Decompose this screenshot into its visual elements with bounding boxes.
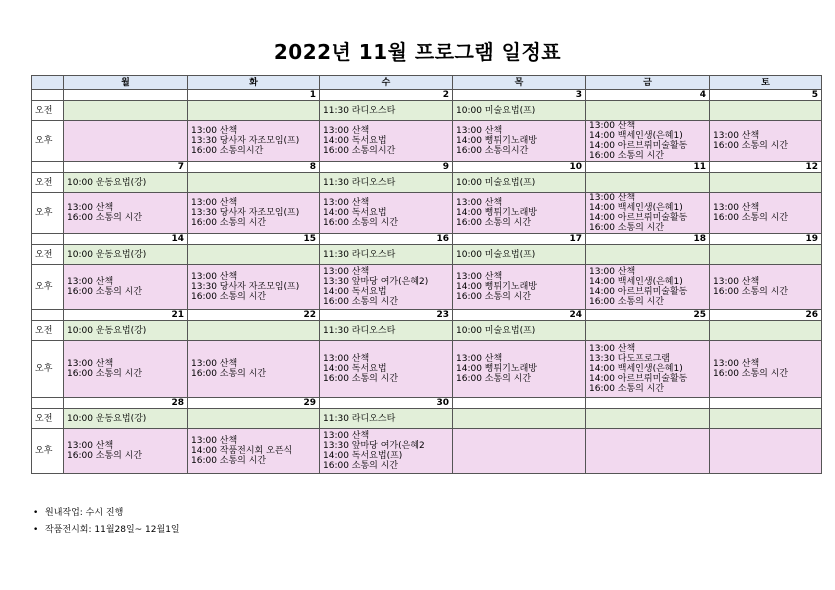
activity-entry: 13:00 산책 — [67, 441, 114, 451]
activity-entry: 14:00 백세인생(은혜1) — [589, 203, 683, 213]
activity-entry: 13:00 산책 — [713, 359, 760, 369]
morning-activity-cell — [453, 245, 586, 265]
morning-activity-cell — [64, 321, 188, 341]
afternoon-row — [32, 193, 822, 234]
date-cell: 19 — [710, 234, 822, 245]
activity-entry: 16:00 소통의 시간 — [713, 287, 789, 297]
date-row — [32, 398, 822, 409]
date-cell: 7 — [64, 162, 188, 173]
activity-entry: 16:00 소통의 시간 — [67, 451, 143, 461]
afternoon-activity-cell — [320, 265, 453, 310]
afternoon-activity-cell — [710, 193, 822, 234]
activity-entry: 16:00 소통의 시간 — [67, 213, 143, 223]
day-header-tue: 화 — [188, 76, 320, 90]
day-header-sat: 토 — [710, 76, 822, 90]
afternoon-activity-cell — [320, 121, 453, 162]
day-header-wed: 수 — [320, 76, 453, 90]
date-cell: 18 — [586, 234, 710, 245]
activity-entry: 11:30 라디오스타 — [323, 249, 396, 260]
activity-entry: 13:30 당사자 자조모임(프) — [191, 282, 300, 292]
date-cell: 10 — [453, 162, 586, 173]
morning-label: 오전 — [32, 173, 64, 193]
activity-entry: 11:30 라디오스타 — [323, 325, 396, 336]
afternoon-label: 오후 — [32, 429, 64, 474]
activity-entry: 13:00 산책 — [67, 277, 114, 287]
afternoon-activity-cell — [188, 429, 320, 474]
afternoon-activity-cell — [188, 341, 320, 398]
date-cell — [64, 90, 188, 101]
date-row-label — [32, 310, 64, 321]
activity-entry: 14:00 뻥튀기노래방 — [456, 136, 537, 146]
afternoon-activity-cell — [586, 341, 710, 398]
schedule-table — [31, 75, 822, 474]
date-cell: 21 — [64, 310, 188, 321]
activity-entry: 11:30 라디오스타 — [323, 413, 396, 424]
date-row-label — [32, 398, 64, 409]
activity-entry: 16:00 소통의 시간 — [323, 374, 399, 384]
date-cell: 28 — [64, 398, 188, 409]
date-row-label — [32, 90, 64, 101]
afternoon-activity-cell — [453, 341, 586, 398]
activity-entry: 13:00 산책 — [456, 272, 503, 282]
morning-activity-cell — [586, 101, 710, 121]
page-title: 2022년 11월 프로그램 일정표 — [273, 40, 562, 64]
activity-entry: 13:00 산책 — [67, 203, 114, 213]
schedule-body — [32, 90, 822, 474]
morning-activity-cell — [320, 321, 453, 341]
afternoon-label: 오후 — [32, 341, 64, 398]
afternoon-label: 오후 — [32, 265, 64, 310]
activity-entry: 13:00 산책 — [191, 359, 238, 369]
activity-entry: 13:00 산책 — [191, 198, 238, 208]
afternoon-activity-cell — [320, 341, 453, 398]
morning-activity-cell — [710, 173, 822, 193]
activity-entry: 14:00 뻥튀기노래방 — [456, 208, 537, 218]
afternoon-activity-cell — [320, 193, 453, 234]
morning-label: 오전 — [32, 321, 64, 341]
corner-cell — [32, 76, 64, 90]
afternoon-activity-cell — [710, 429, 822, 474]
morning-row — [32, 321, 822, 341]
activity-entry: 13:30 앞마당 여가(은혜2 — [323, 441, 425, 451]
date-cell — [586, 398, 710, 409]
day-header-fri: 금 — [586, 76, 710, 90]
activity-entry: 13:00 산책 — [323, 198, 370, 208]
activity-entry: 10:00 운동요법(강) — [67, 249, 147, 260]
notes — [33, 505, 180, 539]
date-cell: 12 — [710, 162, 822, 173]
date-cell: 15 — [188, 234, 320, 245]
activity-entry: 14:00 백세인생(은혜1) — [589, 277, 683, 287]
activity-entry: 16:00 소통의 시간 — [323, 218, 399, 228]
date-row — [32, 310, 822, 321]
activity-entry: 14:00 아르브뤼미술활동 — [589, 213, 688, 223]
morning-activity-cell — [710, 409, 822, 429]
morning-activity-cell — [453, 321, 586, 341]
activity-entry: 14:00 독서요법 — [323, 287, 387, 297]
activity-entry: 14:00 작품전시회 오픈식 — [191, 446, 293, 456]
activity-entry: 10:00 미술요법(프) — [456, 177, 536, 188]
activity-entry: 16:00 소통의 시간 — [713, 369, 789, 379]
activity-entry: 16:00 소통의 시간 — [67, 287, 143, 297]
activity-entry: 16:00 소통의 시간 — [323, 461, 399, 471]
morning-activity-cell — [320, 173, 453, 193]
afternoon-label: 오후 — [32, 193, 64, 234]
activity-entry: 10:00 미술요법(프) — [456, 249, 536, 260]
note-item — [33, 505, 180, 522]
date-row — [32, 162, 822, 173]
activity-entry: 13:30 다도프로그램 — [589, 354, 670, 364]
activity-entry: 16:00 소통의시간 — [456, 146, 529, 156]
date-cell — [710, 398, 822, 409]
date-row — [32, 90, 822, 101]
activity-entry: 13:00 산책 — [589, 267, 636, 277]
activity-entry: 16:00 소통의 시간 — [191, 218, 267, 228]
afternoon-row — [32, 265, 822, 310]
morning-row — [32, 245, 822, 265]
activity-entry: 13:30 당사자 자조모임(프) — [191, 136, 300, 146]
date-cell: 24 — [453, 310, 586, 321]
afternoon-label: 오후 — [32, 121, 64, 162]
morning-activity-cell — [188, 245, 320, 265]
activity-entry: 13:00 산책 — [191, 272, 238, 282]
activity-entry: 11:30 라디오스타 — [323, 177, 396, 188]
morning-activity-cell — [188, 101, 320, 121]
activity-entry: 16:00 소통의 시간 — [589, 223, 665, 233]
bullet-icon: • — [33, 508, 39, 518]
morning-activity-cell — [188, 173, 320, 193]
activity-entry: 16:00 소통의 시간 — [67, 369, 143, 379]
activity-entry: 16:00 소통의 시간 — [456, 218, 532, 228]
activity-entry: 11:30 라디오스타 — [323, 105, 396, 116]
note-item — [33, 522, 180, 539]
date-cell: 9 — [320, 162, 453, 173]
activity-entry: 14:00 뻥튀기노래방 — [456, 282, 537, 292]
activity-entry: 14:00 백세인생(은혜1) — [589, 131, 683, 141]
afternoon-activity-cell — [453, 265, 586, 310]
day-header-mon: 월 — [64, 76, 188, 90]
date-cell: 14 — [64, 234, 188, 245]
morning-activity-cell — [188, 409, 320, 429]
afternoon-activity-cell — [453, 121, 586, 162]
date-cell: 23 — [320, 310, 453, 321]
date-cell: 22 — [188, 310, 320, 321]
morning-activity-cell — [586, 409, 710, 429]
activity-entry: 13:00 산책 — [191, 126, 238, 136]
day-header-thu: 목 — [453, 76, 586, 90]
morning-activity-cell — [453, 173, 586, 193]
activity-entry: 13:00 산책 — [456, 126, 503, 136]
afternoon-activity-cell — [710, 121, 822, 162]
activity-entry: 13:00 산책 — [323, 354, 370, 364]
morning-activity-cell — [586, 321, 710, 341]
morning-activity-cell — [586, 173, 710, 193]
afternoon-activity-cell — [64, 429, 188, 474]
activity-entry: 13:00 산책 — [456, 354, 503, 364]
morning-activity-cell — [453, 409, 586, 429]
date-cell: 30 — [320, 398, 453, 409]
activity-entry: 14:00 아르브뤼미술활동 — [589, 287, 688, 297]
morning-activity-cell — [64, 173, 188, 193]
afternoon-activity-cell — [586, 429, 710, 474]
morning-row — [32, 101, 822, 121]
bullet-icon: • — [33, 525, 39, 535]
date-cell: 29 — [188, 398, 320, 409]
date-cell: 2 — [320, 90, 453, 101]
activity-entry: 14:00 독서요법 — [323, 136, 387, 146]
afternoon-activity-cell — [64, 193, 188, 234]
morning-activity-cell — [64, 245, 188, 265]
day-header-row — [32, 76, 822, 90]
activity-entry: 13:30 당사자 자조모임(프) — [191, 208, 300, 218]
afternoon-activity-cell — [64, 341, 188, 398]
morning-label: 오전 — [32, 245, 64, 265]
activity-entry: 16:00 소통의시간 — [323, 146, 396, 156]
activity-entry: 14:00 독서요법 — [323, 364, 387, 374]
morning-label: 오전 — [32, 409, 64, 429]
activity-entry: 10:00 미술요법(프) — [456, 325, 536, 336]
date-cell: 5 — [710, 90, 822, 101]
date-cell: 8 — [188, 162, 320, 173]
afternoon-activity-cell — [586, 193, 710, 234]
afternoon-activity-cell — [320, 429, 453, 474]
note-text: 작품전시회: 11월28일~ 12월1일 — [45, 525, 180, 535]
date-cell: 26 — [710, 310, 822, 321]
activity-entry: 16:00 소통의 시간 — [191, 369, 267, 379]
activity-entry: 10:00 운동요법(강) — [67, 413, 147, 424]
morning-activity-cell — [710, 101, 822, 121]
activity-entry: 13:00 산책 — [713, 277, 760, 287]
morning-activity-cell — [64, 409, 188, 429]
activity-entry: 16:00 소통의 시간 — [713, 213, 789, 223]
afternoon-activity-cell — [586, 265, 710, 310]
date-cell — [453, 398, 586, 409]
morning-label: 오전 — [32, 101, 64, 121]
afternoon-activity-cell — [188, 193, 320, 234]
morning-activity-cell — [710, 245, 822, 265]
activity-entry: 16:00 소통의시간 — [191, 146, 264, 156]
activity-entry: 13:00 산책 — [713, 203, 760, 213]
afternoon-activity-cell — [188, 265, 320, 310]
activity-entry: 14:00 독서요법 — [323, 208, 387, 218]
activity-entry: 16:00 소통의 시간 — [191, 292, 267, 302]
activity-entry: 14:00 아르브뤼미술활동 — [589, 374, 688, 384]
afternoon-activity-cell — [710, 265, 822, 310]
activity-entry: 13:00 산책 — [589, 121, 636, 131]
afternoon-row — [32, 429, 822, 474]
activity-entry: 14:00 백세인생(은혜1) — [589, 364, 683, 374]
morning-activity-cell — [586, 245, 710, 265]
activity-entry: 13:00 산책 — [323, 267, 370, 277]
activity-entry: 16:00 소통의 시간 — [191, 456, 267, 466]
afternoon-activity-cell — [188, 121, 320, 162]
activity-entry: 13:00 산책 — [323, 126, 370, 136]
date-cell: 4 — [586, 90, 710, 101]
activity-entry: 13:00 산책 — [589, 193, 636, 203]
activity-entry: 13:00 산책 — [713, 131, 760, 141]
afternoon-row — [32, 121, 822, 162]
afternoon-activity-cell — [453, 193, 586, 234]
date-row — [32, 234, 822, 245]
date-row-label — [32, 162, 64, 173]
activity-entry: 14:00 아르브뤼미술활동 — [589, 141, 688, 151]
afternoon-row — [32, 341, 822, 398]
morning-activity-cell — [64, 101, 188, 121]
date-cell: 1 — [188, 90, 320, 101]
activity-entry: 13:00 산책 — [191, 436, 238, 446]
activity-entry: 13:30 앞마당 여가(은혜2) — [323, 277, 429, 287]
date-cell: 25 — [586, 310, 710, 321]
activity-entry: 13:00 산책 — [67, 359, 114, 369]
afternoon-activity-cell — [710, 341, 822, 398]
afternoon-activity-cell — [453, 429, 586, 474]
morning-activity-cell — [320, 245, 453, 265]
morning-activity-cell — [320, 409, 453, 429]
morning-row — [32, 173, 822, 193]
activity-entry: 16:00 소통의 시간 — [589, 297, 665, 307]
activity-entry: 10:00 미술요법(프) — [456, 105, 536, 116]
date-cell: 16 — [320, 234, 453, 245]
activity-entry: 16:00 소통의 시간 — [713, 141, 789, 151]
morning-activity-cell — [710, 321, 822, 341]
note-text: 원내작업: 수시 진행 — [45, 508, 124, 518]
date-row-label — [32, 234, 64, 245]
activity-entry: 13:00 산책 — [456, 198, 503, 208]
date-cell: 17 — [453, 234, 586, 245]
activity-entry: 16:00 소통의 시간 — [589, 384, 665, 394]
activity-entry: 10:00 운동요법(강) — [67, 177, 147, 188]
activity-entry: 14:00 독서요법(프) — [323, 451, 403, 461]
morning-activity-cell — [453, 101, 586, 121]
activity-entry: 16:00 소통의 시간 — [456, 374, 532, 384]
activity-entry: 16:00 소통의 시간 — [589, 151, 665, 161]
morning-row — [32, 409, 822, 429]
date-cell: 3 — [453, 90, 586, 101]
afternoon-activity-cell — [64, 121, 188, 162]
morning-activity-cell — [188, 321, 320, 341]
date-cell: 11 — [586, 162, 710, 173]
afternoon-activity-cell — [64, 265, 188, 310]
activity-entry: 13:00 산책 — [323, 431, 370, 441]
activity-entry: 16:00 소통의 시간 — [323, 297, 399, 307]
activity-entry: 16:00 소통의 시간 — [456, 292, 532, 302]
afternoon-activity-cell — [586, 121, 710, 162]
activity-entry: 10:00 운동요법(강) — [67, 325, 147, 336]
activity-entry: 14:00 뻥튀기노래방 — [456, 364, 537, 374]
morning-activity-cell — [320, 101, 453, 121]
activity-entry: 13:00 산책 — [589, 344, 636, 354]
